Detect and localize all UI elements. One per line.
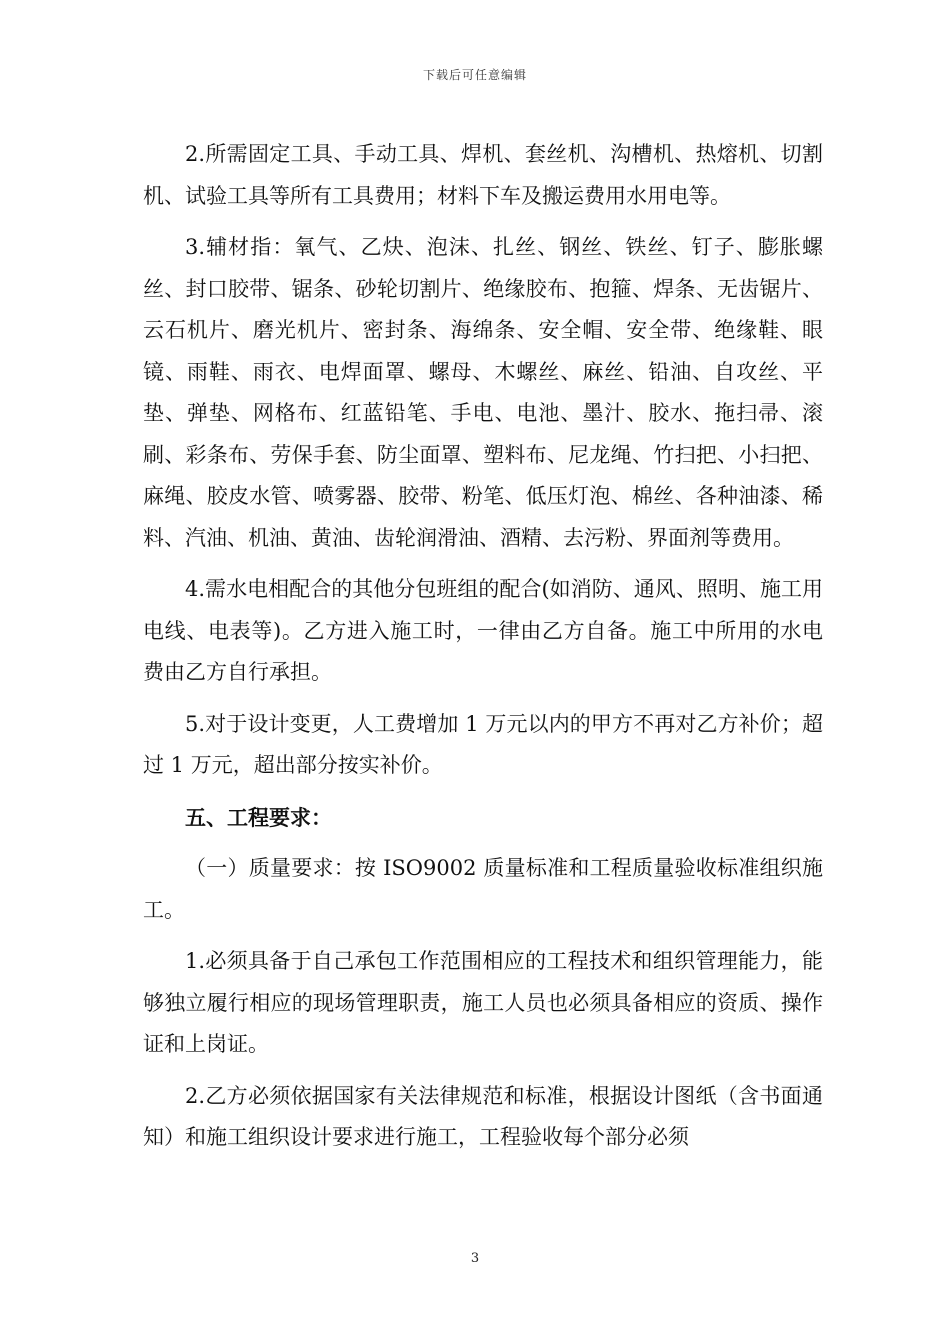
page-header-note: 下载后可任意编辑 xyxy=(422,68,527,82)
section-heading-engineering-requirements: 五、工程要求： xyxy=(185,804,332,830)
paragraph-capability-requirement: 1.必须具备于自己承包工作范围相应的工程技术和组织管理能力，能够独立履行相应的现场管理职责，施工人员也必须具备相应的资质、操作证和上岗证。 xyxy=(143,949,823,1056)
paragraph-auxiliary-materials: 3.辅材指：氧气、乙炔、泡沫、扎丝、钢丝、铁丝、钉子、膨胀螺丝、封口胶带、锯条、砂轮切割片、绝缘胶布、抱箍、焊条、无齿锯片、云石机片、磨光机片、密封条、海绵条、安全帽、安全带、绝缘鞋、眼镜、雨鞋、雨衣、电焊面罩、螺母、木螺丝、麻丝、铅油、自攻丝、平垫、弹垫、网格布、红蓝铅笔、手电、电池、墨汁、胶水、拖扫帚、滚刷、彩条布、劳保手套、防尘面罩、塑料布、尼龙绳、竹扫把、小扫把、麻绳、胶皮水管、喷雾器、胶带、粉笔、低压灯泡、棉丝、各种油漆、稀料、汽油、机油、黄油、齿轮润滑油、酒精、去污粉、界面剂等费用。 xyxy=(143,235,823,550)
paragraph-quality-requirements: （一）质量要求：按 ISO9002 质量标准和工程质量验收标准组织施工。 xyxy=(143,856,823,922)
paragraph-construction-standards: 2.乙方必须依据国家有关法律规范和标准，根据设计图纸（含书面通知）和施工组织设计要求进行施工，工程验收每个部分必须 xyxy=(143,1083,823,1149)
paragraph-subcontract-coordination: 4.需水电相配合的其他分包班组的配合(如消防、通风、照明、施工用电线、电表等)。乙方进入施工时，一律由乙方自备。施工中所用的水电费由乙方自行承担。 xyxy=(143,577,823,684)
paragraph-design-change: 5.对于设计变更，人工费增加 1 万元以内的甲方不再对乙方补价；超过 1 万元，超出部分按实补价。 xyxy=(143,711,823,777)
page-number: 3 xyxy=(470,1251,480,1266)
document-body xyxy=(143,134,823,1169)
paragraph-tools-cost: 2.所需固定工具、手动工具、焊机、套丝机、沟槽机、热熔机、切割机、试验工具等所有工具费用；材料下车及搬运费用水用电等。 xyxy=(143,142,823,208)
